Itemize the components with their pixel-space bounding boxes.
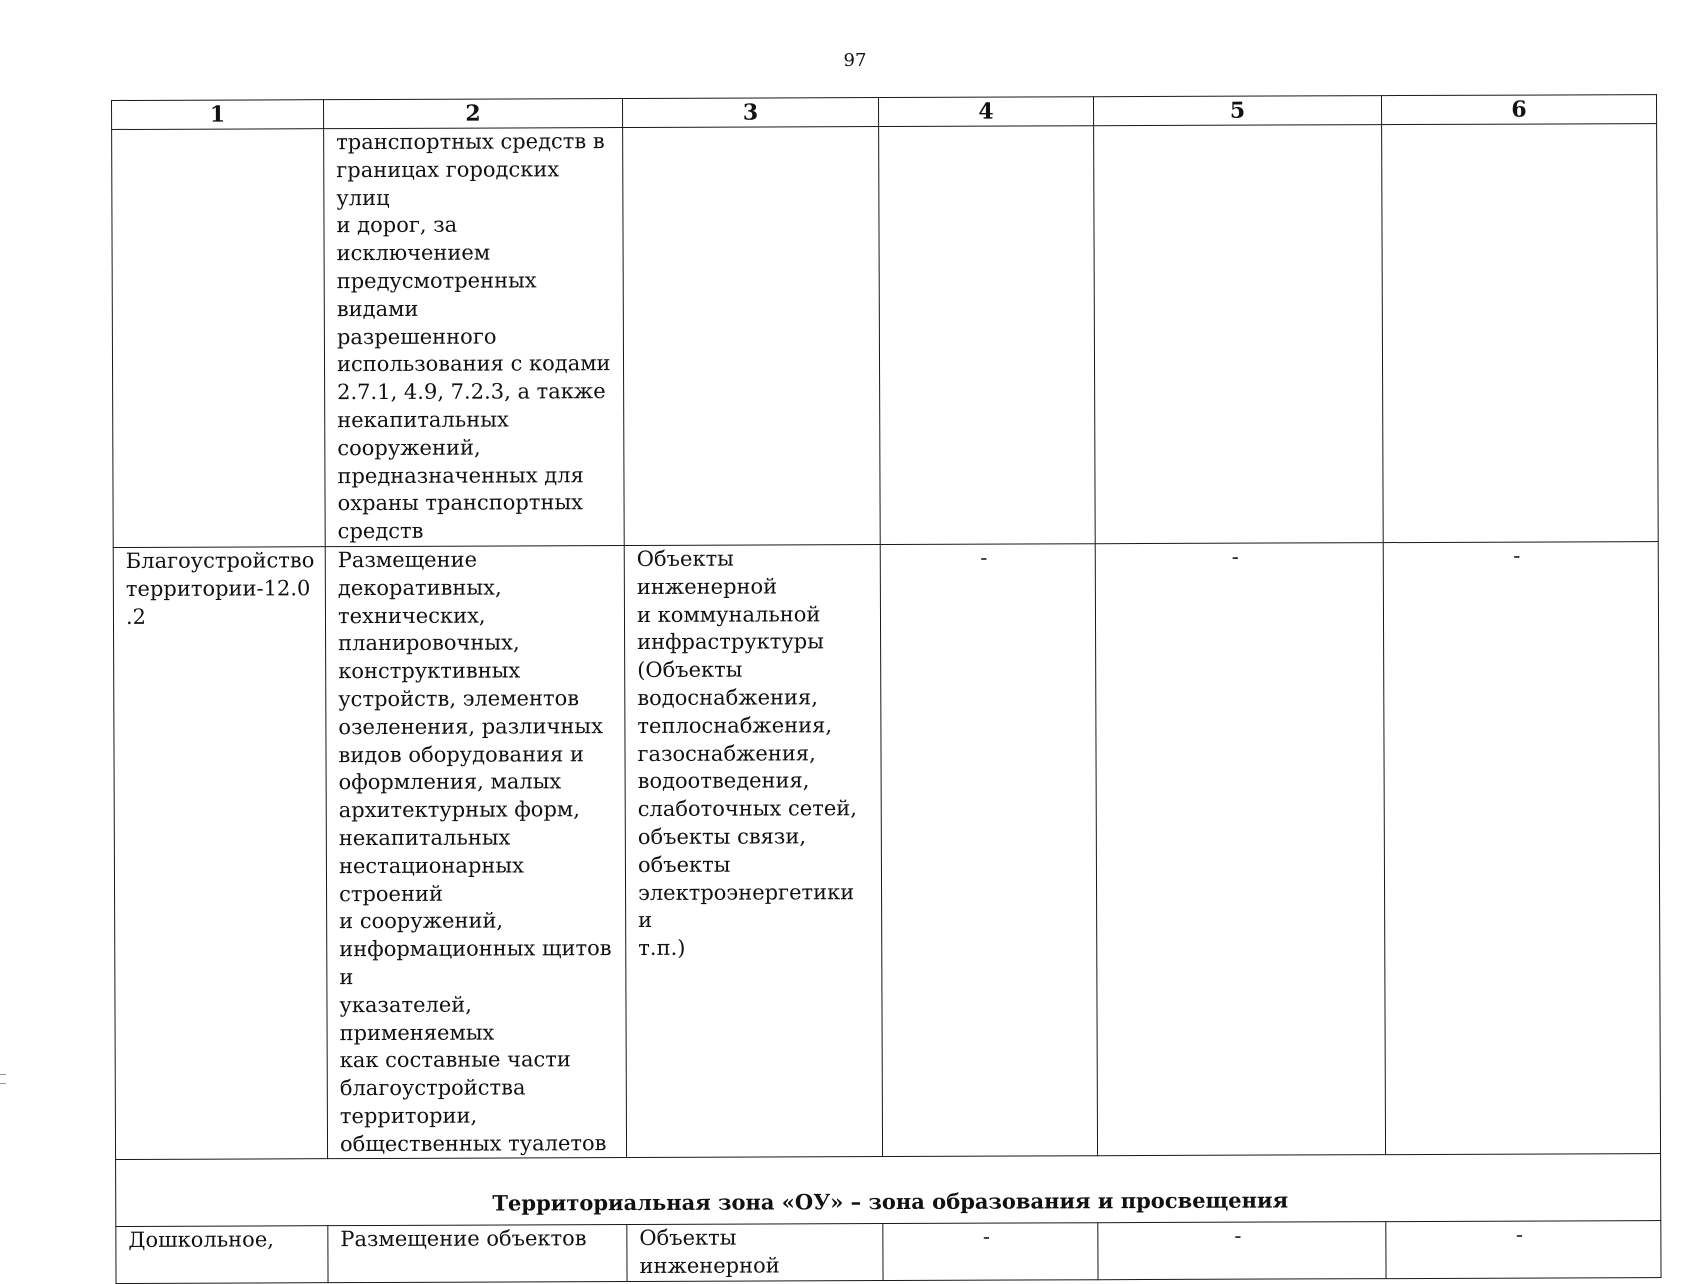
table-row [113,542,1660,1160]
zone-heading: Территориальная зона «ОУ» – зона образования и просвещения [116,1154,1661,1227]
permitted-use-table [111,94,1662,1284]
use-description-cell: Размещение объектов [328,1225,627,1283]
zone-heading-row [116,1154,1661,1227]
column-header-1: 1 [112,100,324,130]
parameter-cell-4: - [883,1223,1098,1280]
use-type-cell: Благоустройство территории-12.0.2 [113,547,327,1160]
auxiliary-use-cell [623,127,881,546]
table-row [116,1221,1661,1284]
column-header-3: 3 [622,98,878,128]
page-number: 97 [843,50,867,71]
use-type-cell [112,129,326,548]
auxiliary-use-cell: Объекты инженерной [627,1224,883,1282]
column-header-2: 2 [324,99,623,129]
parameter-cell-5 [1094,125,1384,544]
parameter-cell-6: - [1383,542,1660,1156]
table-row [112,124,1659,548]
use-description-cell: транспортных средств в границах городских улиц и дорог, за исключением предусмотренных видами разрешенного использования с кодами 2.7.1, 4.9, 7.2.3, а также некапитальных сооружений, предназначенных для охраны транспортных средств [324,128,625,547]
use-description-cell: Размещение декоративных, технических, планировочных, конструктивных устройств, элементов озеленения, различных видов оборудования и оформления, малых архитектурных форм, некапитальных нестационарных строений и сооружений, информационных щитов и указателей, применяемых как составные части благоустройства территории, общественных туалетов [325,545,626,1159]
auxiliary-use-cell: Объекты инженерной и коммунальной инфраструктуры (Объекты водоснабжения, теплоснабжения, газоснабжения, водоотведения, слаботочных сетей, объекты связи, объекты электроэнергетики и т.п.) [624,545,882,1159]
parameter-cell-6: - [1386,1221,1661,1279]
parameter-cell-4: - [880,544,1097,1157]
scan-edge-mark [0,1074,6,1084]
column-header-5: 5 [1093,96,1381,126]
parameter-cell-4 [879,126,1096,545]
parameter-cell-5: - [1098,1222,1386,1280]
parameter-cell-6 [1382,124,1659,543]
column-header-6: 6 [1381,95,1656,125]
use-type-cell: Дошкольное, [116,1226,328,1283]
parameter-cell-5: - [1095,543,1385,1157]
column-header-4: 4 [878,97,1093,127]
